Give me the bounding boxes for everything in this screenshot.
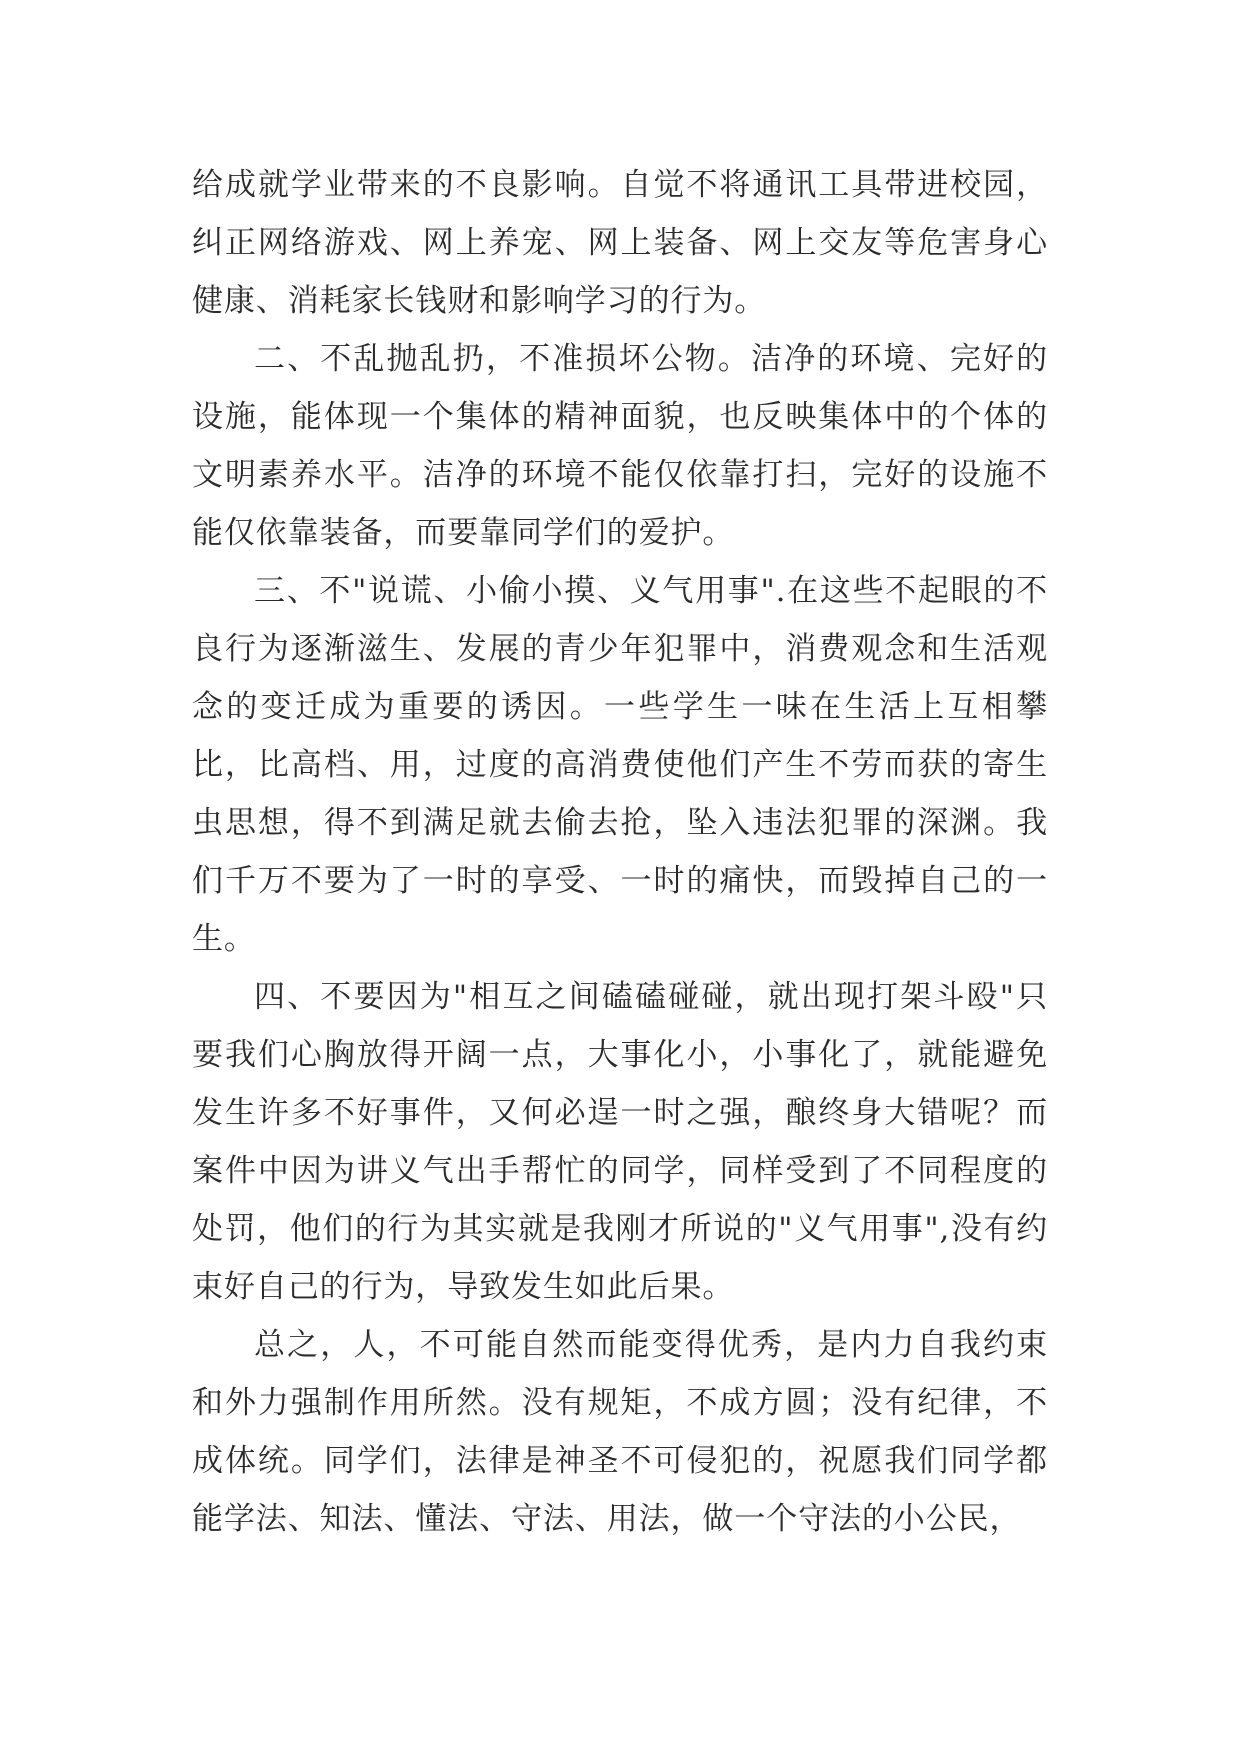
paragraph-rule-three: 三、不"说谎、小偷小摸、义气用事".在这些不起眼的不良行为逐渐滋生、发展的青少年犯罪中，消费观念和生活观念的变迁成为重要的诱因。一些学生一味在生活上互相攀比，比高档、用，过度的高消费使他们产生不劳而获的寄生虫思想，得不到满足就去偷去抢，坠入违法犯罪的深渊。我们千万不要为了一时的享受、一时的痛快，而毁掉自己的一生。 xyxy=(192,573,1048,957)
paragraph-rule-four: 四、不要因为"相互之间磕磕碰碰，就出现打架斗殴"只要我们心胸放得开阔一点，大事化小，小事化了，就能避免发生许多不好事件，又何必逞一时之强，酿终身大错呢？而案件中因为讲义气出手帮忙的同学，同样受到了不同程度的处罚，他们的行为其实就是我刚才所说的"义气用事",没有约束好自己的行为，导致发生如此后果。 xyxy=(192,979,1048,1305)
paragraph-conclusion: 总之，人，不可能自然而能变得优秀，是内力自我约束和外力强制作用所然。没有规矩，不成方圆；没有纪律，不成体统。同学们，法律是神圣不可侵犯的，祝愿我们同学都能学法、知法、懂法、守法、用法，做一个守法的小公民， xyxy=(192,1327,1048,1537)
paragraph-rule-two: 二、不乱抛乱扔，不准损坏公物。洁净的环境、完好的设施，能体现一个集体的精神面貌，也反映集体中的个体的文明素养水平。洁净的环境不能仅依靠打扫，完好的设施不能仅依靠装备，而要靠同学们的爱护。 xyxy=(192,341,1048,551)
paragraph-continuation: 给成就学业带来的不良影响。自觉不将通讯工具带进校园，纠正网络游戏、网上养宠、网上装备、网上交友等危害身心健康、消耗家长钱财和影响学习的行为。 xyxy=(192,167,1048,319)
document-body xyxy=(192,156,1048,1548)
